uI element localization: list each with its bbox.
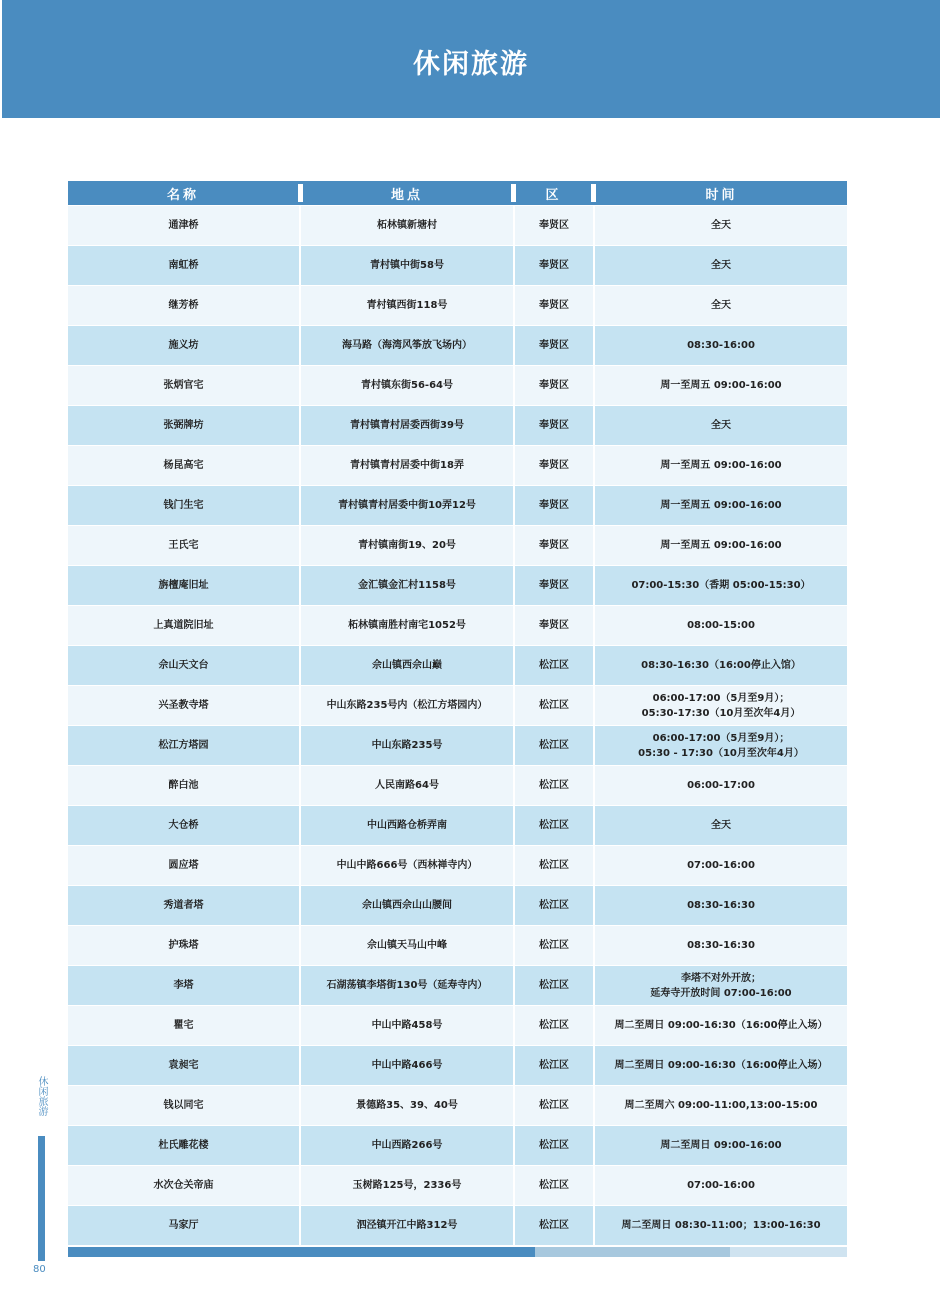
- cell-name: 上真道院旧址: [68, 606, 301, 645]
- section-side-bar: [38, 1136, 45, 1261]
- cell-name: 圆应塔: [68, 846, 301, 885]
- cell-name: 醉白池: [68, 766, 301, 805]
- cell-district: 松江区: [515, 966, 595, 1005]
- cell-district: 松江区: [515, 686, 595, 725]
- cell-location: 玉树路125号，2336号: [301, 1166, 515, 1205]
- cell-location: 柘林镇新塘村: [301, 206, 515, 245]
- cell-time: 08:30-16:30: [687, 940, 755, 951]
- cell-district: 松江区: [515, 766, 595, 805]
- header-location: 地点: [390, 187, 423, 203]
- cell-time: 周一至周五 09:00-16:00: [660, 460, 782, 471]
- cell-district: 松江区: [515, 1166, 595, 1205]
- cell-location: 中山东路235号内（松江方塔园内）: [301, 686, 515, 725]
- cell-district: 松江区: [515, 1046, 595, 1085]
- cell-name: 王氏宅: [68, 526, 301, 565]
- cell-district: 奉贤区: [515, 286, 595, 325]
- cell-name: 袁昶宅: [68, 1046, 301, 1085]
- table-row: [68, 365, 847, 405]
- cell-time: 08:30-16:00: [687, 340, 755, 351]
- cell-location: 青村镇青村居委中街10弄12号: [301, 486, 515, 525]
- table-row: [68, 445, 847, 485]
- cell-time: 周一至周五 09:00-16:00: [660, 380, 782, 391]
- header-name: 名称: [166, 187, 199, 203]
- cell-time: 06:00-17:00（5月至9月）； 05:30-17:30（10月至次年4月）: [641, 692, 801, 719]
- cell-district: 松江区: [515, 806, 595, 845]
- table-row: [68, 605, 847, 645]
- cell-location: 青村镇东街56-64号: [301, 366, 515, 405]
- table-row: [68, 405, 847, 445]
- page-banner: [2, 0, 940, 118]
- table-row: [68, 725, 847, 765]
- table-header: [68, 181, 847, 205]
- cell-time: 07:00-16:00: [687, 1180, 755, 1191]
- cell-district: 奉贤区: [515, 566, 595, 605]
- cell-location: 海马路（海湾风筝放飞场内）: [301, 326, 515, 365]
- attractions-table: [68, 181, 847, 1245]
- cell-district: 奉贤区: [515, 606, 595, 645]
- cell-district: 奉贤区: [515, 446, 595, 485]
- cell-location: 青村镇青村居委西街39号: [301, 406, 515, 445]
- cell-name: 李塔: [68, 966, 301, 1005]
- cell-name: 瞿宅: [68, 1006, 301, 1045]
- cell-time: 全天: [711, 260, 731, 271]
- table-row: [68, 205, 847, 245]
- cell-location: 泗泾镇开江中路312号: [301, 1206, 515, 1245]
- cell-location: 佘山镇西佘山山腰间: [301, 886, 515, 925]
- cell-district: 松江区: [515, 726, 595, 765]
- cell-location: 景德路35、39、40号: [301, 1086, 515, 1125]
- cell-district: 松江区: [515, 926, 595, 965]
- cell-district: 奉贤区: [515, 206, 595, 245]
- table-row: [68, 885, 847, 925]
- cell-time: 08:30-16:30: [687, 900, 755, 911]
- cell-location: 中山中路666号（西林禅寺内）: [301, 846, 515, 885]
- table-row: [68, 1125, 847, 1165]
- table-row: [68, 845, 847, 885]
- cell-name: 张弼牌坊: [68, 406, 301, 445]
- cell-location: 中山中路458号: [301, 1006, 515, 1045]
- cell-time: 全天: [711, 300, 731, 311]
- cell-name: 施义坊: [68, 326, 301, 365]
- cell-name: 松江方塔园: [68, 726, 301, 765]
- cell-time: 07:00-15:30（香期 05:00-15:30）: [631, 580, 811, 591]
- table-row: [68, 1205, 847, 1245]
- table-row: [68, 1045, 847, 1085]
- cell-time: 周二至周日 09:00-16:30（16:00停止入场）: [614, 1060, 828, 1071]
- bottom-decor-bar: [68, 1247, 847, 1257]
- table-row: [68, 245, 847, 285]
- table-row: [68, 965, 847, 1005]
- table-row: [68, 285, 847, 325]
- cell-time: 周二至周日 08:30-11:00；13:00-16:30: [621, 1220, 821, 1231]
- cell-name: 护珠塔: [68, 926, 301, 965]
- cell-time: 08:30-16:30（16:00停止入馆）: [641, 660, 801, 671]
- cell-time: 周二至周六 09:00-11:00,13:00-15:00: [624, 1100, 818, 1111]
- cell-district: 松江区: [515, 1006, 595, 1045]
- cell-location: 佘山镇天马山中峰: [301, 926, 515, 965]
- table-row: [68, 485, 847, 525]
- cell-time: 周一至周五 09:00-16:00: [660, 540, 782, 551]
- cell-location: 人民南路64号: [301, 766, 515, 805]
- cell-name: 南虹桥: [68, 246, 301, 285]
- cell-name: 兴圣教寺塔: [68, 686, 301, 725]
- cell-location: 青村镇南街19、20号: [301, 526, 515, 565]
- cell-time: 全天: [711, 220, 731, 231]
- cell-district: 奉贤区: [515, 246, 595, 285]
- page-title: 休闲旅游: [413, 48, 529, 80]
- table-body: [68, 205, 847, 1245]
- cell-name: 佘山天文台: [68, 646, 301, 685]
- cell-district: 松江区: [515, 1086, 595, 1125]
- bottom-bar-segment: [535, 1247, 730, 1257]
- cell-name: 继芳桥: [68, 286, 301, 325]
- cell-time: 周二至周日 09:00-16:30（16:00停止入场）: [614, 1020, 828, 1031]
- table-row: [68, 765, 847, 805]
- cell-location: 中山西路266号: [301, 1126, 515, 1165]
- cell-location: 青村镇西街118号: [301, 286, 515, 325]
- cell-name: 钱以同宅: [68, 1086, 301, 1125]
- cell-location: 中山西路仓桥弄南: [301, 806, 515, 845]
- cell-district: 松江区: [515, 646, 595, 685]
- cell-district: 奉贤区: [515, 406, 595, 445]
- cell-time: 全天: [711, 420, 731, 431]
- cell-location: 金汇镇金汇村1158号: [301, 566, 515, 605]
- cell-name: 秀道者塔: [68, 886, 301, 925]
- table-row: [68, 565, 847, 605]
- bottom-bar-segment: [730, 1247, 847, 1257]
- cell-name: 杨昆高宅: [68, 446, 301, 485]
- cell-district: 奉贤区: [515, 326, 595, 365]
- cell-time: 06:00-17:00: [687, 780, 755, 791]
- section-side-label: 休闲旅游: [36, 1076, 47, 1116]
- cell-location: 柘林镇南胜村南宅1052号: [301, 606, 515, 645]
- cell-name: 通津桥: [68, 206, 301, 245]
- cell-district: 松江区: [515, 1206, 595, 1245]
- cell-district: 奉贤区: [515, 486, 595, 525]
- table-row: [68, 1085, 847, 1125]
- cell-district: 松江区: [515, 846, 595, 885]
- cell-district: 奉贤区: [515, 526, 595, 565]
- cell-name: 大仓桥: [68, 806, 301, 845]
- table-row: [68, 925, 847, 965]
- cell-time: 李塔不对外开放； 延寿寺开放时间 07:00-16:00: [650, 972, 792, 999]
- bottom-bar-segment: [68, 1247, 535, 1257]
- cell-district: 松江区: [515, 886, 595, 925]
- cell-time: 周二至周日 09:00-16:00: [660, 1140, 782, 1151]
- cell-district: 奉贤区: [515, 366, 595, 405]
- table-row: [68, 525, 847, 565]
- table-row: [68, 1165, 847, 1205]
- table-row: [68, 1005, 847, 1045]
- table-row: [68, 685, 847, 725]
- cell-time: 07:00-16:00: [687, 860, 755, 871]
- cell-time: 周一至周五 09:00-16:00: [660, 500, 782, 511]
- cell-time: 06:00-17:00（5月至9月）； 05:30 - 17:30（10月至次年4月）: [638, 732, 804, 759]
- cell-time: 全天: [711, 820, 731, 831]
- cell-name: 钱门生宅: [68, 486, 301, 525]
- cell-location: 佘山镇西佘山巅: [301, 646, 515, 685]
- cell-name: 马家厅: [68, 1206, 301, 1245]
- header-time: 时间: [705, 187, 738, 203]
- cell-time: 08:00-15:00: [687, 620, 755, 631]
- cell-name: 张炳官宅: [68, 366, 301, 405]
- table-row: [68, 805, 847, 845]
- cell-location: 中山东路235号: [301, 726, 515, 765]
- cell-location: 青村镇青村居委中街18弄: [301, 446, 515, 485]
- cell-location: 青村镇中街58号: [301, 246, 515, 285]
- cell-location: 石湖荡镇李塔街130号（延寿寺内）: [301, 966, 515, 1005]
- cell-location: 中山中路466号: [301, 1046, 515, 1085]
- cell-name: 旃檀庵旧址: [68, 566, 301, 605]
- cell-district: 松江区: [515, 1126, 595, 1165]
- page-number: 80: [33, 1264, 46, 1275]
- table-row: [68, 325, 847, 365]
- table-row: [68, 645, 847, 685]
- cell-name: 杜氏雕花楼: [68, 1126, 301, 1165]
- header-district: 区: [545, 187, 562, 203]
- cell-name: 水次仓关帝庙: [68, 1166, 301, 1205]
